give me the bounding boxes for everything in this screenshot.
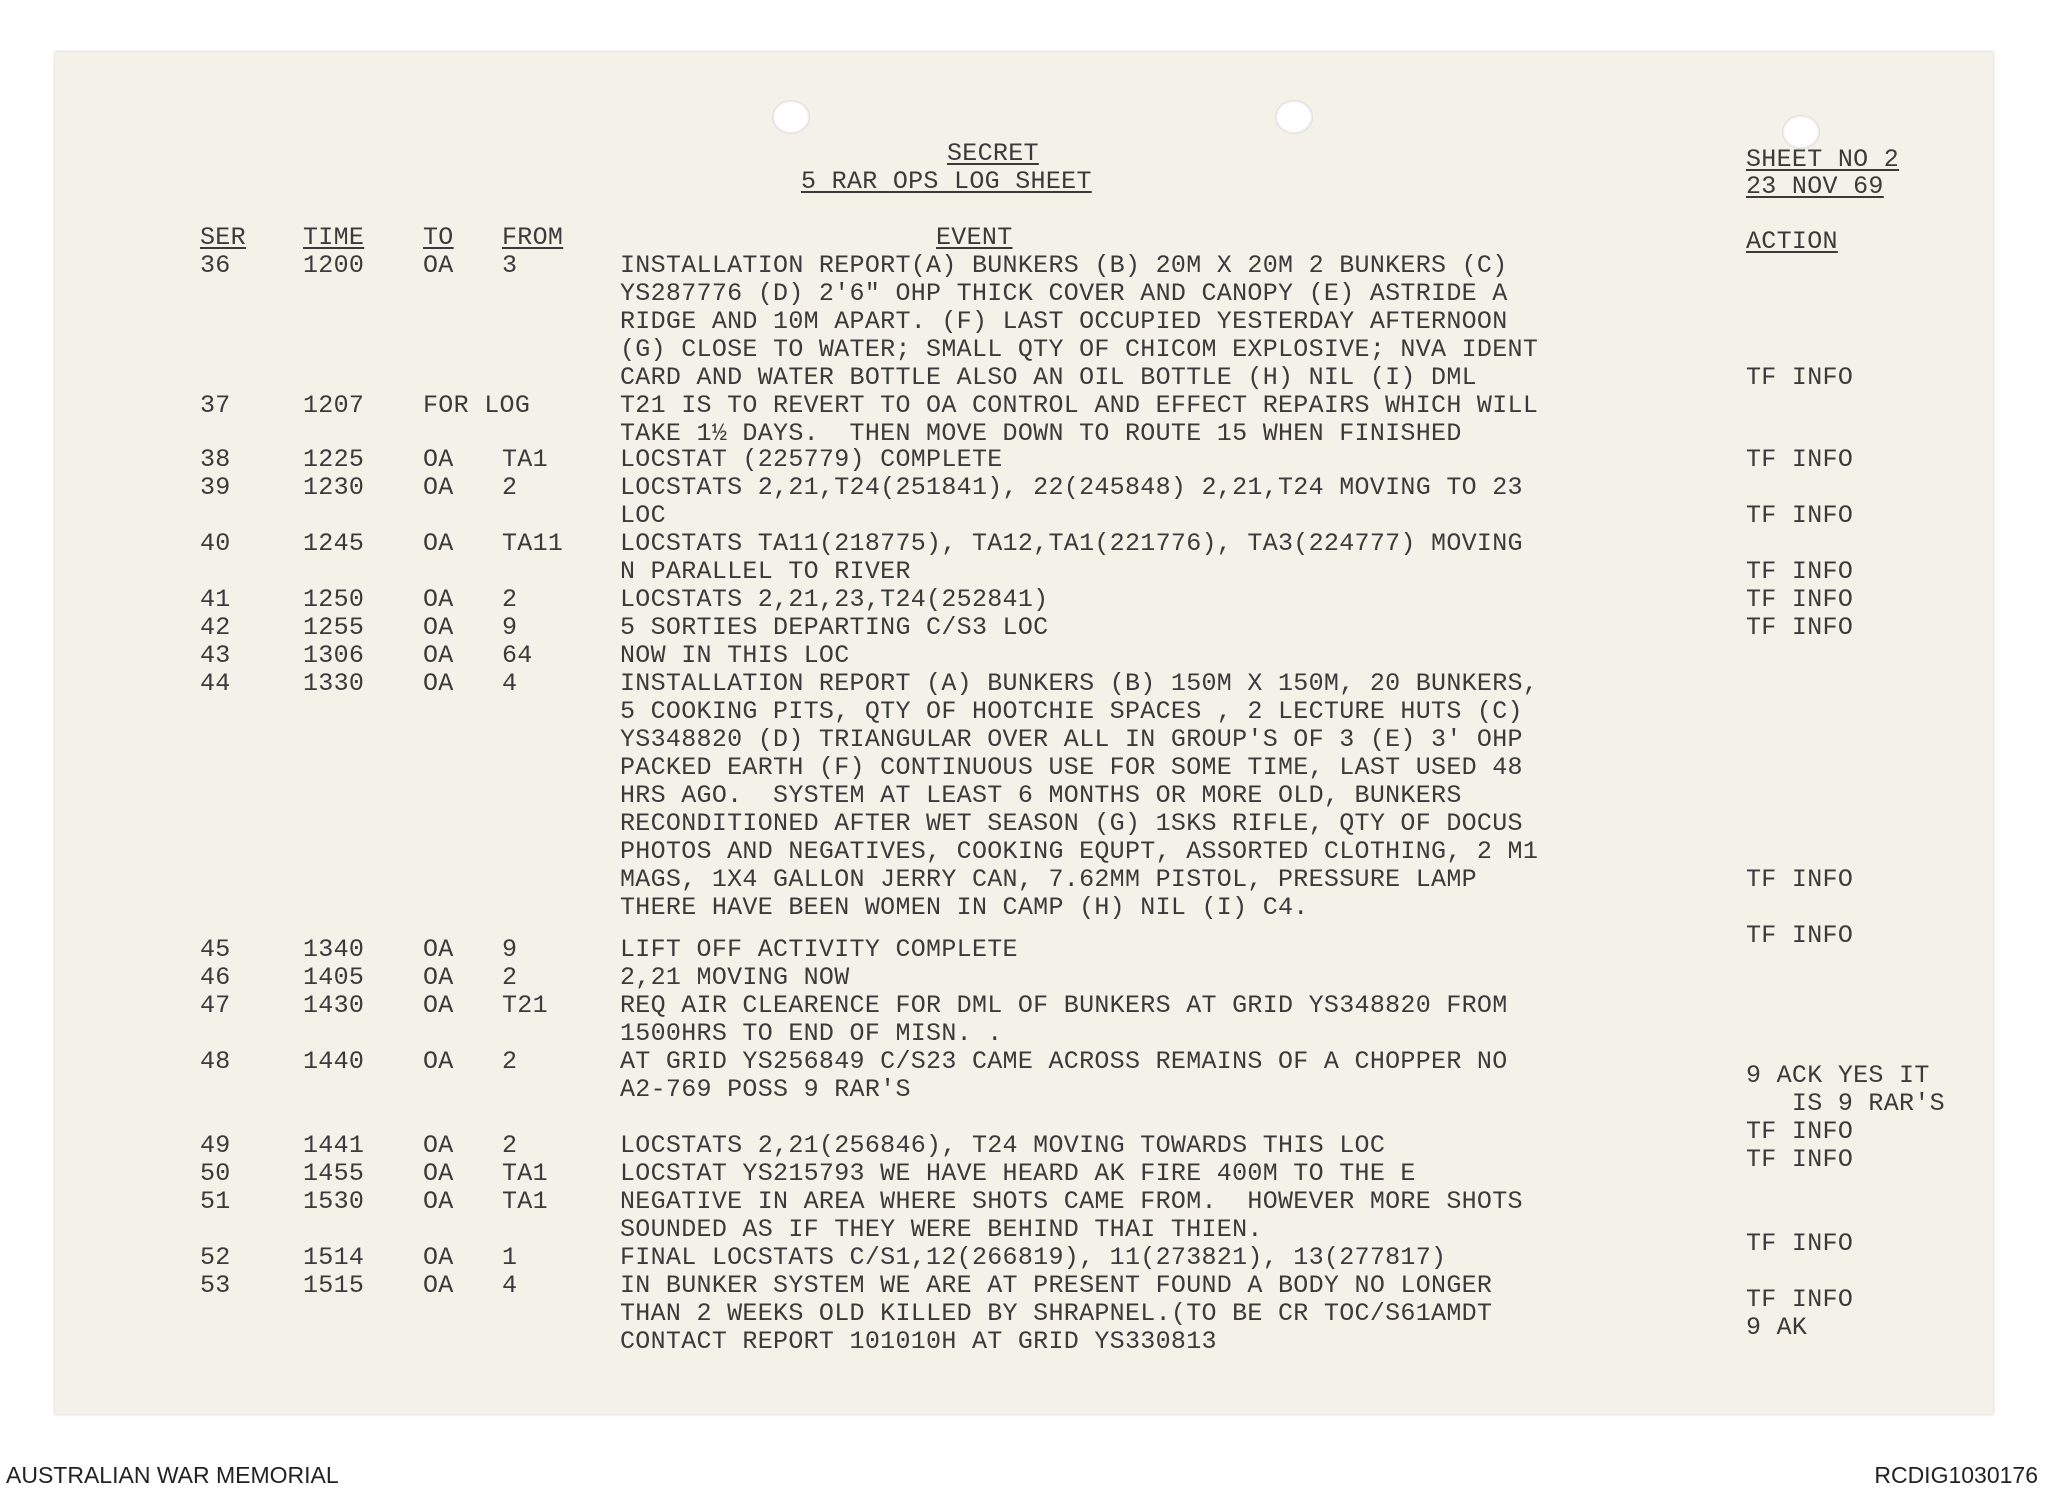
entry-serial: 37 (200, 391, 231, 420)
entry-to: OA (423, 935, 454, 964)
entry-serial: 47 (200, 991, 231, 1020)
entry-from: 9 (502, 935, 518, 964)
entry-serial: 52 (200, 1243, 231, 1272)
entry-event-line: LOCSTATS 2,21,T24(251841), 22(245848) 2,21,T24 MOVING TO 23 (620, 473, 1523, 502)
entry-event-line: 2,21 MOVING NOW (620, 963, 850, 992)
entry-event-line: 5 SORTIES DEPARTING C/S3 LOC (620, 613, 1049, 642)
entry-to: OA (423, 641, 454, 670)
entry-from: 2 (502, 963, 518, 992)
entry-event-line: THAN 2 WEEKS OLD KILLED BY SHRAPNEL.(TO BE CR TOC/S61AMDT (620, 1299, 1493, 1328)
entry-serial: 41 (200, 585, 231, 614)
entry-action: TF INFO (1746, 557, 1854, 586)
entry-to: OA (423, 1271, 454, 1300)
entry-event-line: SOUNDED AS IF THEY WERE BEHIND THAI THIEN. (620, 1215, 1263, 1244)
column-header-event: EVENT (936, 223, 1013, 252)
entry-event-line: YS287776 (D) 2'6" OHP THICK COVER AND CANOPY (E) ASTRIDE A (620, 279, 1508, 308)
entry-serial: 45 (200, 935, 231, 964)
entry-serial: 51 (200, 1187, 231, 1216)
entry-to: OA (423, 613, 454, 642)
entry-event-line: RIDGE AND 10M APART. (F) LAST OCCUPIED YESTERDAY AFTERNOON (620, 307, 1508, 336)
punch-hole (1782, 115, 1820, 149)
entry-action: 9 ACK YES IT (1746, 1061, 1930, 1090)
entry-to: OA (423, 585, 454, 614)
entry-event-line: LOCSTATS TA11(218775), TA12,TA1(221776), TA3(224777) MOVING (620, 529, 1523, 558)
entry-time: 1515 (303, 1271, 365, 1300)
entry-event-line: LOCSTAT YS215793 WE HAVE HEARD AK FIRE 400M TO THE E (620, 1159, 1416, 1188)
entry-from: 4 (502, 669, 518, 698)
entry-event-line: TAKE 1½ DAYS. THEN MOVE DOWN TO ROUTE 15 WHEN FINISHED (620, 419, 1462, 448)
entry-time: 1255 (303, 613, 365, 642)
entry-serial: 43 (200, 641, 231, 670)
entry-action: TF INFO (1746, 1145, 1854, 1174)
entry-serial: 44 (200, 669, 231, 698)
entry-to: OA (423, 473, 454, 502)
entry-from: TA11 (502, 529, 564, 558)
entry-time: 1250 (303, 585, 365, 614)
column-header-time: TIME (303, 223, 365, 252)
entry-to: OA (423, 1187, 454, 1216)
entry-serial: 38 (200, 445, 231, 474)
page-title: 5 RAR OPS LOG SHEET (801, 167, 1092, 196)
entry-from: 2 (502, 473, 518, 502)
entry-event-line: INSTALLATION REPORT (A) BUNKERS (B) 150M X 150M, 20 BUNKERS, (620, 669, 1539, 698)
entry-time: 1440 (303, 1047, 365, 1076)
entry-event-line: LOCSTATS 2,21,23,T24(252841) (620, 585, 1049, 614)
entry-event-line: MAGS, 1X4 GALLON JERRY CAN, 7.62MM PISTOL, PRESSURE LAMP (620, 865, 1477, 894)
column-header-action: ACTION (1746, 227, 1838, 256)
entry-action: TF INFO (1746, 585, 1854, 614)
entry-to: OA (423, 1047, 454, 1076)
entry-from: TA1 (502, 1159, 548, 1188)
entry-to: FOR LOG (423, 391, 531, 420)
entry-event-line: AT GRID YS256849 C/S23 CAME ACROSS REMAINS OF A CHOPPER NO (620, 1047, 1508, 1076)
entry-from: TA1 (502, 445, 548, 474)
entry-time: 1245 (303, 529, 365, 558)
column-header-ser: SER (200, 223, 246, 252)
entry-event-line: LIFT OFF ACTIVITY COMPLETE (620, 935, 1018, 964)
entry-event-line: IN BUNKER SYSTEM WE ARE AT PRESENT FOUND A BODY NO LONGER (620, 1271, 1493, 1300)
entry-from: 2 (502, 585, 518, 614)
entry-time: 1306 (303, 641, 365, 670)
entry-event-line: HRS AGO. SYSTEM AT LEAST 6 MONTHS OR MORE OLD, BUNKERS (620, 781, 1462, 810)
entry-action: TF INFO (1746, 921, 1854, 950)
entry-time: 1530 (303, 1187, 365, 1216)
entry-to: OA (423, 1159, 454, 1188)
column-header-to: TO (423, 223, 454, 252)
entry-event-line: INSTALLATION REPORT(A) BUNKERS (B) 20M X 20M 2 BUNKERS (C) (620, 251, 1508, 280)
entry-serial: 40 (200, 529, 231, 558)
entry-action: IS 9 RAR'S (1746, 1089, 1945, 1118)
entry-from: 4 (502, 1271, 518, 1300)
entry-event-line: T21 IS TO REVERT TO OA CONTROL AND EFFECT REPAIRS WHICH WILL (620, 391, 1539, 420)
entry-event-line: N PARALLEL TO RIVER (620, 557, 911, 586)
entry-time: 1200 (303, 251, 365, 280)
entry-event-line: THERE HAVE BEEN WOMEN IN CAMP (H) NIL (I) C4. (620, 893, 1309, 922)
entry-from: 9 (502, 613, 518, 642)
column-header-from: FROM (502, 223, 564, 252)
entry-from: 64 (502, 641, 533, 670)
entry-event-line: FINAL LOCSTATS C/S1,12(266819), 11(273821), 13(277817) (620, 1243, 1447, 1272)
entry-action: TF INFO (1746, 1117, 1854, 1146)
entry-event-line: 5 COOKING PITS, QTY OF HOOTCHIE SPACES , 2 LECTURE HUTS (C) (620, 697, 1523, 726)
entry-event-line: CONTACT REPORT 101010H AT GRID YS330813 (620, 1327, 1217, 1356)
entry-to: OA (423, 669, 454, 698)
entry-event-line: REQ AIR CLEARENCE FOR DML OF BUNKERS AT GRID YS348820 FROM (620, 991, 1508, 1020)
entry-from: 2 (502, 1047, 518, 1076)
entry-time: 1330 (303, 669, 365, 698)
entry-time: 1207 (303, 391, 365, 420)
entry-event-line: NOW IN THIS LOC (620, 641, 850, 670)
entry-to: OA (423, 1131, 454, 1160)
entry-time: 1430 (303, 991, 365, 1020)
entry-event-line: YS348820 (D) TRIANGULAR OVER ALL IN GROUP'S OF 3 (E) 3' OHP (620, 725, 1523, 754)
entry-to: OA (423, 251, 454, 280)
entry-event-line: CARD AND WATER BOTTLE ALSO AN OIL BOTTLE (H) NIL (I) DML (620, 363, 1477, 392)
entry-serial: 50 (200, 1159, 231, 1188)
entry-event-line: PACKED EARTH (F) CONTINUOUS USE FOR SOME TIME, LAST USED 48 (620, 753, 1523, 782)
entry-action: TF INFO (1746, 1229, 1854, 1258)
entry-event-line: LOCSTAT (225779) COMPLETE (620, 445, 1003, 474)
entry-action: TF INFO (1746, 445, 1854, 474)
entry-event-line: A2-769 POSS 9 RAR'S (620, 1075, 911, 1104)
entry-from: 2 (502, 1131, 518, 1160)
entry-serial: 53 (200, 1271, 231, 1300)
entry-event-line: 1500HRS TO END OF MISN. . (620, 1019, 1003, 1048)
entry-event-line: LOCSTATS 2,21(256846), T24 MOVING TOWARDS THIS LOC (620, 1131, 1386, 1160)
entry-time: 1514 (303, 1243, 365, 1272)
entry-to: OA (423, 963, 454, 992)
sheet-date: 23 NOV 69 (1746, 172, 1884, 201)
entry-event-line: PHOTOS AND NEGATIVES, COOKING EQUPT, ASSORTED CLOTHING, 2 M1 (620, 837, 1539, 866)
entry-to: OA (423, 991, 454, 1020)
entry-serial: 36 (200, 251, 231, 280)
punch-hole (772, 100, 810, 134)
entry-from: 3 (502, 251, 518, 280)
entry-time: 1405 (303, 963, 365, 992)
punch-hole (1275, 100, 1313, 134)
entry-to: OA (423, 1243, 454, 1272)
entry-event-line: (G) CLOSE TO WATER; SMALL QTY OF CHICOM EXPLOSIVE; NVA IDENT (620, 335, 1539, 364)
footer-source: AUSTRALIAN WAR MEMORIAL (6, 1462, 339, 1488)
entry-event-line: LOC (620, 501, 666, 530)
entry-serial: 49 (200, 1131, 231, 1160)
entry-from: 1 (502, 1243, 518, 1272)
entry-serial: 39 (200, 473, 231, 502)
entry-action: TF INFO (1746, 1285, 1854, 1314)
entry-time: 1225 (303, 445, 365, 474)
classification-heading: SECRET (947, 139, 1039, 168)
entry-time: 1230 (303, 473, 365, 502)
entry-serial: 42 (200, 613, 231, 642)
entry-time: 1441 (303, 1131, 365, 1160)
sheet-number: SHEET NO 2 (1746, 145, 1900, 174)
entry-event-line: NEGATIVE IN AREA WHERE SHOTS CAME FROM. HOWEVER MORE SHOTS (620, 1187, 1523, 1216)
footer-reference: RCDIG1030176 (1874, 1462, 2038, 1488)
entry-action: TF INFO (1746, 501, 1854, 530)
entry-from: T21 (502, 991, 548, 1020)
entry-from: TA1 (502, 1187, 548, 1216)
entry-serial: 48 (200, 1047, 231, 1076)
entry-action: TF INFO (1746, 363, 1854, 392)
entry-time: 1340 (303, 935, 365, 964)
entry-time: 1455 (303, 1159, 365, 1188)
entry-action: TF INFO (1746, 865, 1854, 894)
entry-action: 9 AK (1746, 1313, 1808, 1342)
entry-event-line: RECONDITIONED AFTER WET SEASON (G) 1SKS RIFLE, QTY OF DOCUS (620, 809, 1523, 838)
entry-serial: 46 (200, 963, 231, 992)
entry-to: OA (423, 445, 454, 474)
entry-action: TF INFO (1746, 613, 1854, 642)
entry-to: OA (423, 529, 454, 558)
